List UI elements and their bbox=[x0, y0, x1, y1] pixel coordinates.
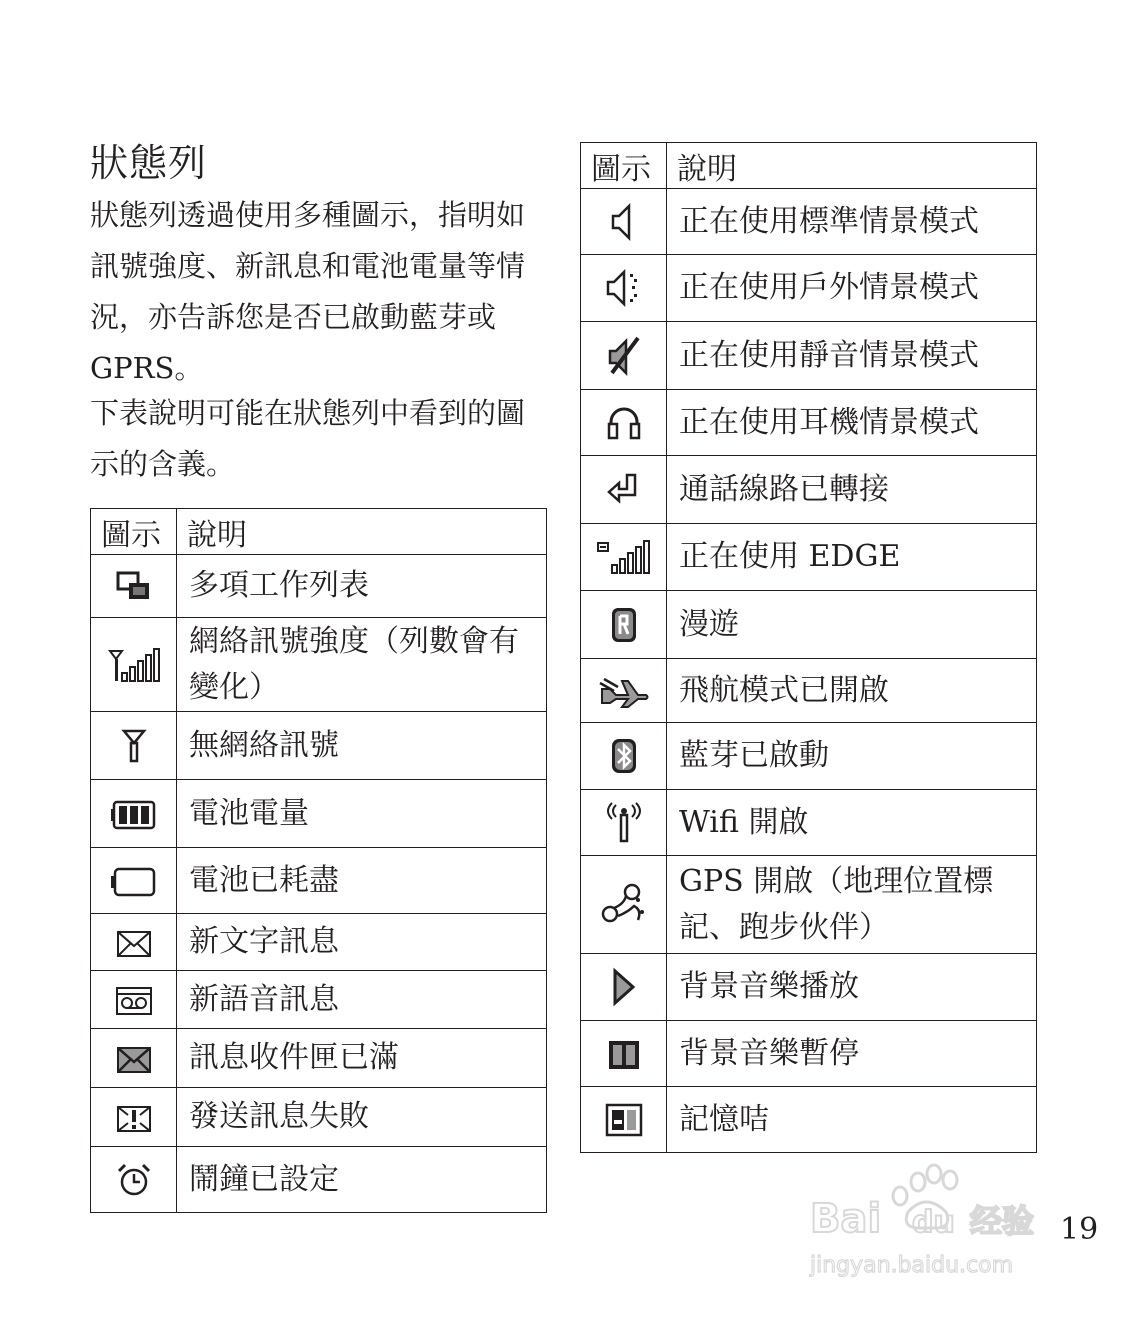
edge-icon bbox=[596, 537, 652, 577]
table-row bbox=[581, 255, 1037, 322]
table-cell-description: 藍芽已啟動 bbox=[667, 723, 1037, 790]
header-icon: 圖示 bbox=[581, 143, 667, 189]
table-cell-description: 發送訊息失敗 bbox=[177, 1088, 547, 1147]
table-row bbox=[581, 1087, 1037, 1153]
svg-text:经验: 经验 bbox=[970, 1202, 1035, 1240]
table-row bbox=[581, 659, 1037, 723]
play-icon bbox=[609, 967, 639, 1007]
table-cell-description: GPS 開啟（地理位置標記、跑步伙伴） bbox=[667, 856, 1037, 954]
table-cell-description: 正在使用標準情景模式 bbox=[667, 189, 1037, 255]
table-cell-description: 漫遊 bbox=[667, 591, 1037, 659]
table-cell-description: 通話線路已轉接 bbox=[667, 456, 1037, 524]
table-cell-description: 背景音樂播放 bbox=[667, 954, 1037, 1021]
page-number: 19 bbox=[1060, 1212, 1099, 1247]
table-cell-description: 網絡訊號強度（列數會有變化） bbox=[177, 618, 547, 712]
table-row bbox=[581, 390, 1037, 456]
memory-card-icon bbox=[604, 1102, 644, 1138]
table-row bbox=[91, 712, 547, 780]
speaker-outdoor-icon bbox=[604, 268, 644, 308]
table-cell-description: 訊息收件匣已滿 bbox=[177, 1029, 547, 1088]
svg-text:du: du bbox=[912, 1205, 955, 1240]
table-row bbox=[581, 524, 1037, 591]
table-row bbox=[581, 856, 1037, 954]
speaker-icon bbox=[607, 202, 641, 242]
table-cell-description: 記憶咭 bbox=[667, 1087, 1037, 1153]
battery-empty-icon bbox=[110, 865, 158, 899]
headphones-icon bbox=[605, 404, 643, 442]
table-row bbox=[91, 848, 547, 914]
wifi-icon bbox=[604, 801, 644, 845]
call-forward-icon bbox=[605, 471, 643, 509]
table-cell-description: 電池已耗盡 bbox=[177, 848, 547, 914]
table-row bbox=[581, 954, 1037, 1021]
pause-icon bbox=[605, 1038, 643, 1072]
table-row bbox=[91, 618, 547, 712]
table-cell-description: 背景音樂暫停 bbox=[667, 1021, 1037, 1087]
battery-full-icon bbox=[110, 798, 158, 832]
table-cell-description: 鬧鐘已設定 bbox=[177, 1147, 547, 1213]
no-signal-icon bbox=[120, 727, 148, 765]
table-row bbox=[581, 790, 1037, 856]
table-cell-description: 正在使用戶外情景模式 bbox=[667, 255, 1037, 322]
table-cell-description: 新文字訊息 bbox=[177, 914, 547, 971]
svg-text:Bai: Bai bbox=[810, 1196, 882, 1242]
table-row bbox=[581, 591, 1037, 659]
voicemail-icon bbox=[114, 985, 154, 1017]
table-cell-description: 正在使用 EDGE bbox=[667, 524, 1037, 591]
roaming-icon bbox=[609, 605, 639, 645]
table-cell-description: Wifi 開啟 bbox=[667, 790, 1037, 856]
table-cell-description: 飛航模式已開啟 bbox=[667, 659, 1037, 723]
table-row bbox=[581, 1021, 1037, 1087]
baidu-watermark-logo bbox=[800, 1160, 1075, 1290]
left-icon-table bbox=[90, 508, 547, 1213]
signal-strength-icon bbox=[106, 645, 162, 685]
intro-paragraph: 狀態列透過使用多種圖示，指明如訊號強度、新訊息和電池電量等情況，亦告訴您是否已啟動藍芽或 GPRS。 bbox=[90, 198, 526, 385]
table-row bbox=[581, 189, 1037, 255]
header-icon: 圖示 bbox=[91, 509, 177, 555]
table-cell-description: 多項工作列表 bbox=[177, 555, 547, 618]
table-cell-description: 無網絡訊號 bbox=[177, 712, 547, 780]
header-description: 說明 bbox=[667, 143, 1037, 189]
table-row bbox=[91, 1029, 547, 1088]
table-row bbox=[91, 971, 547, 1029]
multitask-icon bbox=[112, 569, 156, 605]
envelope-full-icon bbox=[114, 1044, 154, 1076]
table-header-row bbox=[581, 143, 1037, 189]
table-cell-description: 電池電量 bbox=[177, 780, 547, 848]
table-row bbox=[91, 1088, 547, 1147]
header-description: 說明 bbox=[177, 509, 547, 555]
bluetooth-icon bbox=[609, 736, 639, 776]
table-row bbox=[91, 914, 547, 971]
table-row bbox=[581, 723, 1037, 790]
gps-icon bbox=[598, 882, 650, 928]
table-intro-paragraph: 下表說明可能在狀態列中看到的圖示的含義。 bbox=[90, 396, 526, 481]
table-row bbox=[581, 322, 1037, 390]
alarm-clock-icon bbox=[115, 1162, 153, 1198]
table-row bbox=[581, 456, 1037, 524]
speaker-muted-icon bbox=[604, 335, 644, 377]
table-row bbox=[91, 1147, 547, 1213]
table-header-row bbox=[91, 509, 547, 555]
page-title: 狀態列 bbox=[90, 141, 208, 185]
table-cell-description: 新語音訊息 bbox=[177, 971, 547, 1029]
table-cell-description: 正在使用靜音情景模式 bbox=[667, 322, 1037, 390]
send-failed-icon bbox=[114, 1103, 154, 1135]
envelope-icon bbox=[114, 928, 154, 960]
table-row bbox=[91, 780, 547, 848]
svg-text:jingyan.baidu.com: jingyan.baidu.com bbox=[810, 1253, 1014, 1278]
table-row bbox=[91, 555, 547, 618]
airplane-icon bbox=[598, 675, 650, 709]
table-cell-description: 正在使用耳機情景模式 bbox=[667, 390, 1037, 456]
right-icon-table bbox=[580, 142, 1037, 1153]
